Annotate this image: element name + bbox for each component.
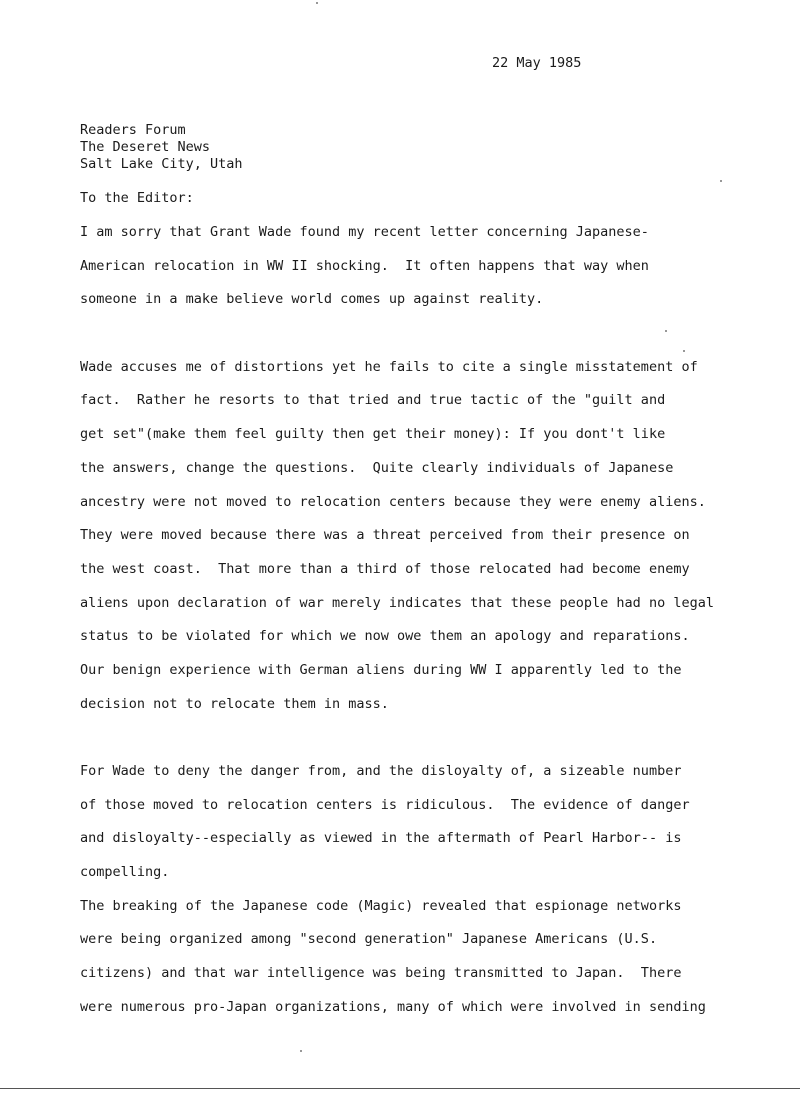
- address-line: The Deseret News: [80, 139, 211, 155]
- text-line: someone in a make believe world comes up against reality.: [80, 291, 544, 308]
- text-line: the answers, change the questions. Quite clearly individuals of Japanese: [80, 459, 674, 476]
- paragraph: [80, 359, 780, 730]
- text-line: decision not to relocate them in mass.: [80, 695, 389, 712]
- scan-speck: [665, 330, 667, 332]
- text-line: Wade accuses me of distortions yet he fails to cite a single misstatement of: [80, 358, 698, 375]
- text-line: compelling.: [80, 864, 170, 881]
- text-line: were numerous pro-Japan organizations, many of which were involved in sending: [80, 998, 706, 1015]
- text-line: were being organized among "second generation" Japanese Americans (U.S.: [80, 931, 658, 948]
- text-line: citizens) and that war intelligence was being transmitted to Japan. There: [80, 965, 682, 982]
- text-line: For Wade to deny the danger from, and the disloyalty of, a sizeable number: [80, 763, 682, 779]
- text-line: the west coast. That more than a third of those relocated had become enemy: [80, 560, 690, 577]
- text-line: aliens upon declaration of war merely indicates that these people had no legal: [80, 594, 714, 611]
- paragraph-gap: [80, 325, 780, 359]
- text-line: status to be violated for which we now owe them an apology and reparations.: [80, 628, 690, 645]
- text-line: They were moved because there was a threat perceived from their presence on: [80, 527, 690, 544]
- paragraph: [80, 224, 780, 325]
- paragraph: [80, 763, 780, 898]
- letter-date: 22 May 1985: [492, 55, 582, 71]
- text-line: get set"(make them feel guilty then get their money): If you dont't like: [80, 426, 666, 443]
- scan-speck: [316, 2, 318, 4]
- text-line: American relocation in WW II shocking. It often happens that way when: [80, 257, 649, 274]
- text-line: of those moved to relocation centers is ridiculous. The evidence of danger: [80, 796, 690, 813]
- address-line: Readers Forum: [80, 122, 186, 138]
- text-line: Our benign experience with German aliens during WW I apparently led to the: [80, 661, 682, 678]
- address-line: Salt Lake City, Utah: [80, 156, 243, 172]
- paragraph: [80, 898, 780, 1033]
- scan-speck: [300, 1050, 302, 1052]
- text-line: fact. Rather he resorts to that tried and true tactic of the "guilt and: [80, 392, 666, 409]
- letter-body: [80, 224, 780, 1033]
- scan-speck: [683, 350, 685, 352]
- scan-edge-line: [0, 1088, 800, 1089]
- scan-speck: [720, 180, 722, 182]
- text-line: I am sorry that Grant Wade found my recent letter concerning Japanese-: [80, 224, 649, 240]
- recipient-address: [80, 122, 243, 173]
- text-line: and disloyalty--especially as viewed in the aftermath of Pearl Harbor-- is: [80, 830, 682, 847]
- paragraph-gap: [80, 729, 780, 763]
- salutation: To the Editor:: [80, 190, 194, 206]
- text-line: ancestry were not moved to relocation centers because they were enemy aliens.: [80, 493, 706, 510]
- text-line: The breaking of the Japanese code (Magic) revealed that espionage networks: [80, 897, 682, 914]
